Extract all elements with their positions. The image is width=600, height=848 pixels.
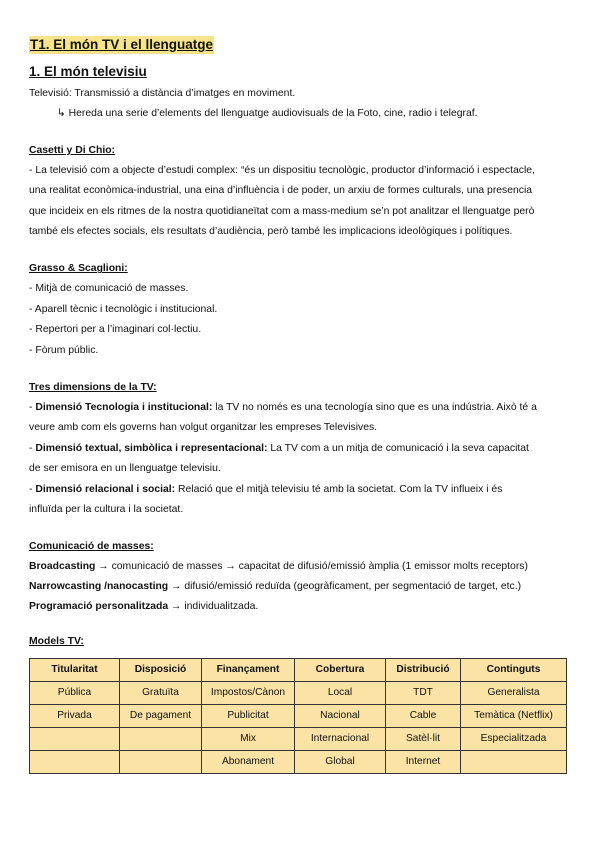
dimension-1-title: Dimensió Tecnologia i institucional: [35,402,213,414]
casetti-line-4: també els efectes socials, els resultats d’audiència, però també les implicacions ideològiques i polítiques. [29,226,513,238]
document-title: T1. El món TV i el llenguatge [30,37,214,52]
table-cell: Local [295,681,386,704]
section-heading-mon-televisiu: 1. El món televisiu [29,64,147,79]
broadcasting-text: → comunicació de masses → capacitat de difusió/emissió àmplia (1 emissor molts receptors) [95,560,528,572]
narrowcasting-term: Narrowcasting /nanocasting [29,580,169,592]
header-continguts: Continguts [461,658,567,681]
models-heading: Models TV: [29,635,84,647]
programacio-text: → individualitzada. [168,601,259,613]
table-cell: Satèl·lit [386,727,461,750]
table-cell: Pública [30,681,120,704]
grasso-item: - Repertori per a l’imaginari col·lectiu. [29,324,202,336]
table-cell: Internacional [295,727,386,750]
programacio-term: Programació personalitzada [29,601,169,613]
table-cell: Mix [202,727,295,750]
grasso-item: - Mitjà de comunicació de masses. [29,283,189,295]
casetti-line-1: - La televisió com a objecte d’estudi complex: “és un dispositiu tecnològic, productor d’informació i espectacle, [29,164,535,176]
programacio-line [29,597,573,617]
dimension-1: - Dimensió Tecnologia i institucional: la TV no només es una tecnología sino que es una indústria. Això té a [29,402,537,414]
table-cell: Cable [386,704,461,727]
casetti-heading: Casetti y Di Chio: [29,144,116,156]
table-cell: Global [295,750,386,773]
table-row [30,750,567,773]
header-cobertura: Cobertura [295,658,386,681]
dimension-1-text: la TV no només es una tecnología sino que es una indústria. Això té a [212,402,537,414]
television-definition: Televisió: Transmissió a distància d’imatges en moviment. [29,88,296,99]
table-cell [120,727,202,750]
dimension-1-cont: veure amb com els governs han volgut organitzar les empreses Televisives. [29,422,378,434]
comunicacio-heading: Comunicació de masses: [29,540,154,552]
header-titularitat: Titularitat [30,658,120,681]
table-cell: Especialitzada [461,727,567,750]
grasso-item: - Aparell tècnic i tecnològic i institucional. [29,303,218,315]
table-cell: Impostos/Cànon [202,681,295,704]
table-cell [30,727,120,750]
document-page [29,36,573,774]
grasso-item: - Fòrum públic. [29,344,99,356]
table-cell: Gratuïta [120,681,202,704]
table-cell [30,750,120,773]
header-disposicio: Disposició [120,658,202,681]
table-cell: Nacional [295,704,386,727]
table-cell: Internet [386,750,461,773]
table-cell: Generalista [461,681,567,704]
table-cell: TDT [386,681,461,704]
table-row [30,704,567,727]
dimension-2-cont: de ser emisora en un llenguatge televisiu. [29,463,221,475]
header-financament: Finançament [202,658,295,681]
table-row [30,681,567,704]
dimension-3: - Dimensió relacional i social: Relació que el mitjà televisiu té amb la societat. Com la TV influeix i és [29,483,503,495]
dimension-3-text: Relació que el mitjà televisiu té amb la societat. Com la TV influeix i és [175,483,503,495]
dimension-3-cont: influïda per la cultura i la societat. [29,504,184,516]
narrowcasting-text: → difusió/emissió reduïda (geogràficament, per segmentació de target, etc.) [168,580,522,592]
table-header-row [30,658,567,681]
table-cell: Privada [30,704,120,727]
models-table [29,658,567,774]
casetti-line-3: que incideix en els ritmes de la nostra quotidianeïtat com a mass-medium se’n pot analitzar el llenguatge però [29,205,535,217]
table-cell: Temàtica (Netflix) [461,704,567,727]
table-cell: Publicitat [202,704,295,727]
television-inheritance: ↳ Hereda una serie d’elements del llenguatge audiovisuals de la Foto, cine, radio i telegraf. [57,108,478,120]
table-cell [120,750,202,773]
broadcasting-term: Broadcasting [29,560,96,572]
grasso-heading: Grasso & Scaglioni: [29,263,128,275]
narrowcasting-line [29,577,573,597]
dimensions-heading: Tres dimensions de la TV: [29,382,157,394]
dimension-2: - Dimensió textual, simbòlica i representacional: La TV com a un mitja de comunicació i la seva capacitat [29,442,529,454]
table-cell: De pagament [120,704,202,727]
dimension-2-title: Dimensió textual, simbòlica i representacional: [35,442,268,454]
casetti-line-2: una realitat econòmica-industrial, una eina d’influència i de poder, un arxiu de formes culturals, una presencia [29,185,533,197]
table-cell: Abonament [202,750,295,773]
dimension-3-title: Dimensió relacional i social: [35,483,176,495]
header-distribucio: Distribució [386,658,461,681]
dimension-2-text: La TV com a un mitja de comunicació i la seva capacitat [267,442,529,454]
table-row [30,727,567,750]
broadcasting-line [29,557,573,577]
table-cell [461,750,567,773]
